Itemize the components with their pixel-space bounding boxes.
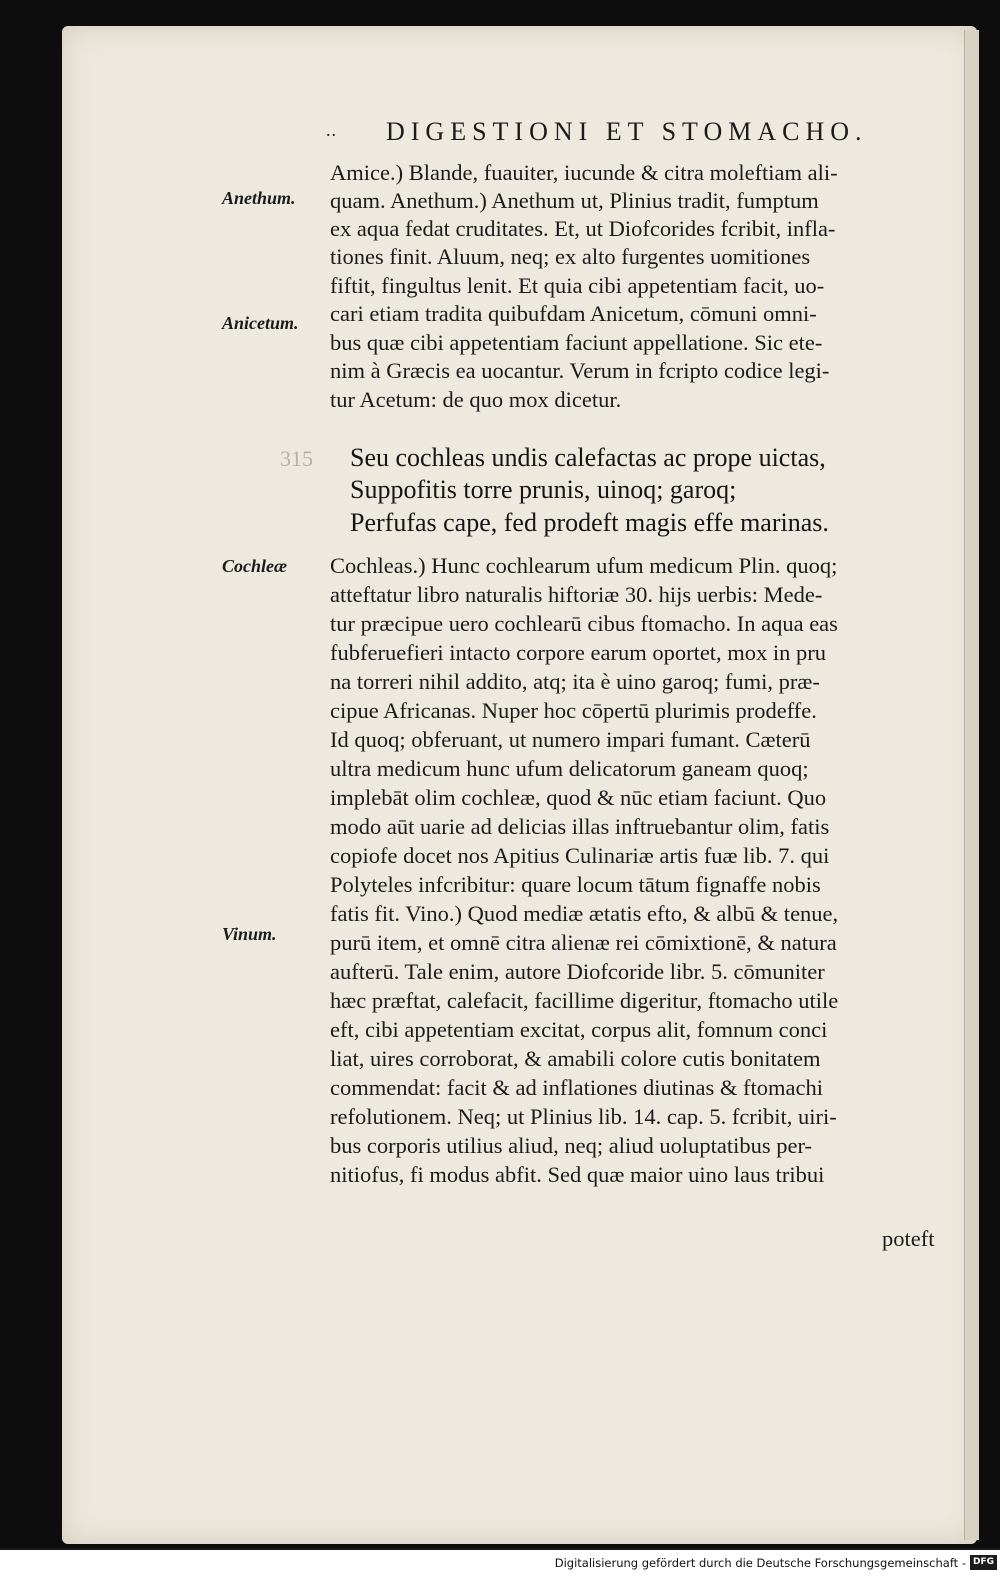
running-head: DIGESTIONI ET STOMACHO.	[386, 117, 868, 146]
text-line: modo aūt uarie ad delicias illas inftruebantur olim, fatis	[330, 814, 830, 839]
footer-bar	[0, 1550, 1000, 1577]
page-edge	[964, 30, 979, 1540]
margin-note-vinum: Vinum.	[222, 924, 277, 944]
text-line: bus quæ cibi appetentiam faciunt appellatione. Sic ete-	[330, 330, 823, 355]
text-line: copiofe docet nos Apitius Culinariæ artis fuæ lib. 7. qui	[330, 843, 830, 868]
text-line: cari etiam tradita quibufdam Anicetum, cōmuni omni-	[330, 301, 817, 326]
text-line: Amice.) Blande, fuauiter, iucunde & citra moleftiam ali-	[330, 160, 838, 185]
text-line: refolutionem. Neq; ut Plinius lib. 14. cap. 5. fcribit, uiri-	[330, 1104, 837, 1129]
funding-notice: Digitalisierung gefördert durch die Deutsche Forschungsgemeinschaft -	[554, 1556, 966, 1570]
head-mark: ..	[326, 120, 337, 140]
text-line: aufterū. Tale enim, autore Diofcoride libr. 5. cōmuniter	[330, 959, 825, 984]
text-line: na torreri nihil addito, atq; ita è uino garoq; fumi, præ-	[330, 669, 820, 694]
text-line: fubferuefieri intacto corpore earum oportet, mox in pru	[330, 640, 827, 665]
text-line: implebāt olim cochleæ, quod & nūc etiam faciunt. Quo	[330, 785, 827, 810]
text-line: tur Acetum: de quo mox dicetur.	[330, 387, 622, 412]
text-line: fiftit, fingultus lenit. Et quia cibi appetentiam facit, uo-	[330, 273, 825, 298]
text-line: hæc præftat, calefacit, facillime digeritur, ftomacho utile	[330, 988, 839, 1013]
text-line: ex aqua fedat cruditates. Et, ut Diofcorides fcribit, infla-	[330, 216, 836, 241]
text-line: liat, uires corroborat, & amabili colore cutis bonitatem	[330, 1046, 821, 1071]
text-line: commendat: facit & ad inflationes diutinas & ftomachi	[330, 1075, 823, 1100]
margin-note-anethum: Anethum.	[222, 188, 296, 208]
catchword: poteft	[882, 1226, 935, 1251]
text-line: tur præcipue uero cochlearū cibus ftomacho. In aqua eas	[330, 611, 838, 636]
text-line: Id quoq; obferuant, ut numero impari fumant. Cæterū	[330, 727, 811, 752]
text-line: cipue Africanas. Nuper hoc cōpertū plurimis prodeffe.	[330, 698, 817, 723]
text-line: nim à Græcis ea uocantur. Verum in fcripto codice legi-	[330, 358, 830, 383]
text-line: Polyteles infcribitur: quare locum tātum fignaffe nobis	[330, 872, 821, 897]
text-line: ultra medicum hunc ufum delicatorum ganeam quoq;	[330, 756, 809, 781]
verse-line: Perfufas cape, fed prodeft magis effe marinas.	[350, 508, 829, 537]
verse-number: 315	[280, 446, 313, 471]
dfg-logo: DFG	[970, 1555, 997, 1570]
verse-line: Seu cochleas undis calefactas ac prope uictas,	[350, 443, 826, 472]
text-line: nitiofus, fi modus abfit. Sed quæ maior uino laus tribui	[330, 1162, 825, 1187]
text-line: Cochleas.) Hunc cochlearum ufum medicum Plin. quoq;	[330, 553, 838, 578]
text-line: atteftatur libro naturalis hiftoriæ 30. hijs uerbis: Mede-	[330, 582, 823, 607]
verse-line: Suppofitis torre prunis, uinoq; garoq;	[350, 475, 737, 504]
text-line: quam. Anethum.) Anethum ut, Plinius tradit, fumptum	[330, 188, 819, 213]
text-line: tiones finit. Aluum, neq; ex alto furgentes uomitiones	[330, 244, 811, 269]
text-line: purū item, et omnē citra alienæ rei cōmixtionē, & natura	[330, 930, 837, 955]
margin-note-anicetum: Anicetum.	[222, 313, 299, 333]
text-line: fatis fit. Vino.) Quod mediæ ætatis efto, & albū & tenue,	[330, 901, 839, 926]
margin-note-cochleae: Cochleæ	[222, 556, 287, 576]
text-line: bus corporis utilius aliud, neq; aliud uoluptatibus per-	[330, 1133, 812, 1158]
text-line: eft, cibi appetentiam excitat, corpus alit, fomnum conci	[330, 1017, 828, 1042]
